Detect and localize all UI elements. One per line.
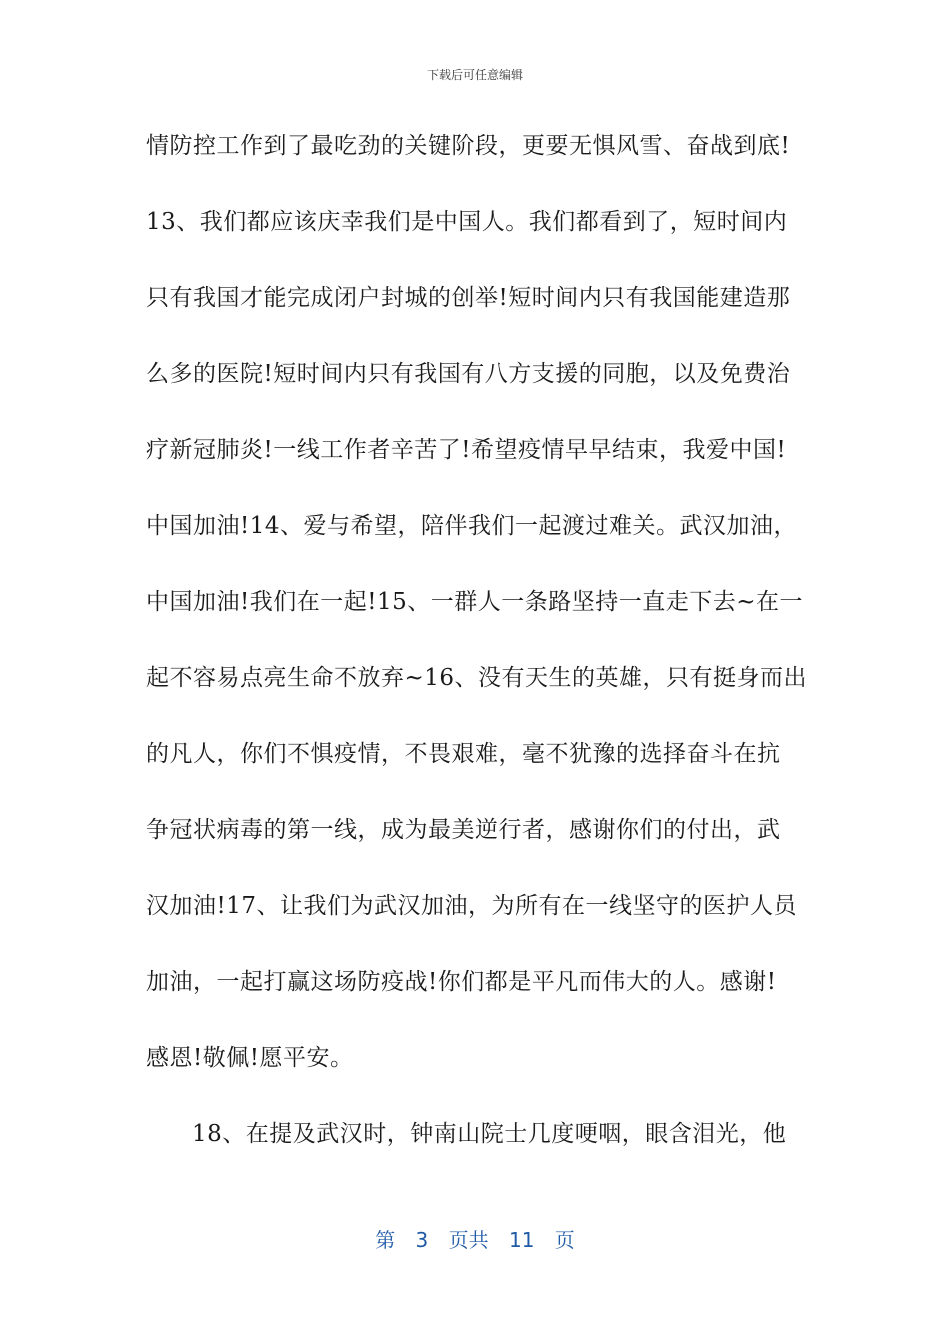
page-number-footer: 第 3 页共 11 页 bbox=[375, 1228, 575, 1252]
page-header-note: 下载后可任意编辑 bbox=[426, 68, 523, 82]
paragraph-start-line: 18、在提及武汉时，钟南山院士几度哽咽，眼含泪光，他 bbox=[192, 1121, 787, 1147]
document-body bbox=[146, 120, 806, 1184]
text-line: 的凡人，你们不惧疫情，不畏艰难，毫不犹豫的选择奋斗在抗 bbox=[146, 741, 781, 767]
text-line: 中国加油!我们在一起!15、一群人一条路坚持一直走下去~在一 bbox=[146, 589, 804, 615]
text-line: 起不容易点亮生命不放弃~16、没有天生的英雄，只有挺身而出 bbox=[146, 665, 808, 691]
text-line: 疗新冠肺炎!一线工作者辛苦了!希望疫情早早结束，我爱中国! bbox=[146, 437, 787, 463]
text-line: 中国加油!14、爱与希望，陪伴我们一起渡过难关。武汉加油， bbox=[146, 513, 798, 539]
text-line: 么多的医院!短时间内只有我国有八方支援的同胞，以及免费治 bbox=[146, 361, 791, 387]
text-line: 只有我国才能完成闭户封城的创举!短时间内只有我国能建造那 bbox=[146, 285, 791, 311]
text-line: 情防控工作到了最吃劲的关键阶段，更要无惧风雪、奋战到底! bbox=[146, 133, 791, 159]
text-line: 加油，一起打赢这场防疫战!你们都是平凡而伟大的人。感谢! bbox=[146, 969, 777, 995]
text-line: 汉加油!17、让我们为武汉加油，为所有在一线坚守的医护人员 bbox=[146, 893, 798, 919]
text-line: 13、我们都应该庆幸我们是中国人。我们都看到了，短时间内 bbox=[146, 209, 788, 235]
text-line: 感恩!敬佩!愿平安。 bbox=[146, 1045, 354, 1071]
text-line: 争冠状病毒的第一线，成为最美逆行者，感谢你们的付出，武 bbox=[146, 817, 781, 843]
